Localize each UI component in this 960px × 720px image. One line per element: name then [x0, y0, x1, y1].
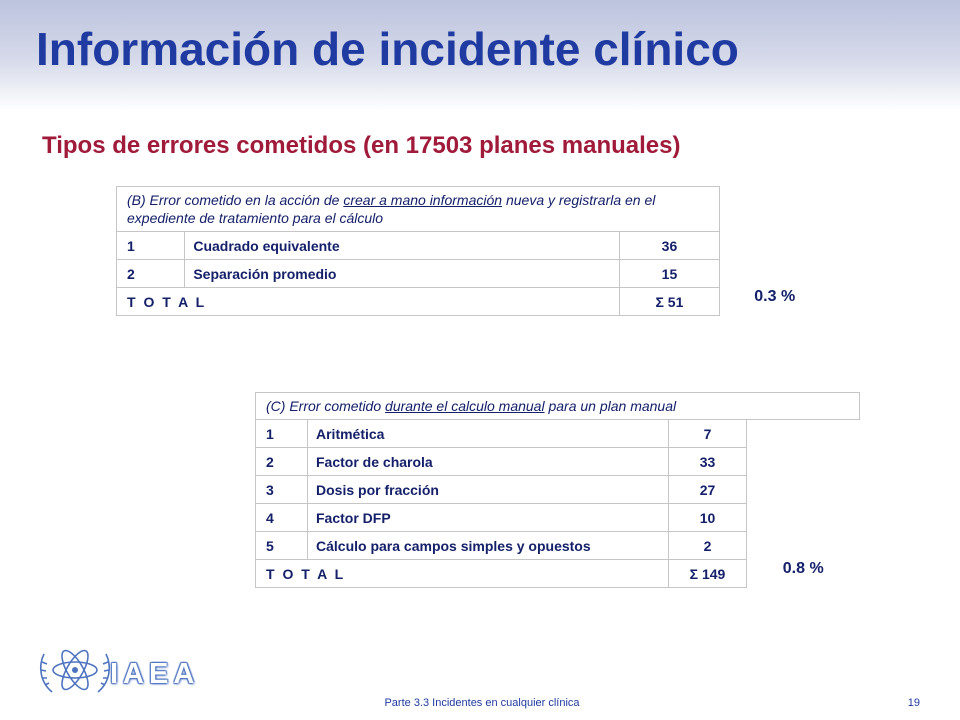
row-number: 1	[117, 232, 185, 260]
header-text: (C) Error cometido	[266, 398, 386, 414]
row-label: Cálculo para campos simples y opuestos	[308, 532, 669, 560]
row-value: 27	[669, 476, 747, 504]
row-label: Dosis por fracción	[308, 476, 669, 504]
page-number: 19	[907, 697, 920, 709]
total-label: T O T A L	[117, 288, 620, 316]
row-label: Aritmética	[308, 420, 669, 448]
header-text: nueva y registrarla en el expediente de tratamiento para el cálculo	[127, 192, 656, 226]
row-label: Factor de charola	[308, 448, 669, 476]
row-value: 2	[669, 532, 747, 560]
iaea-logo-text: IAEA	[110, 658, 200, 690]
header-text: para un plan manual	[544, 398, 677, 414]
row-number: 3	[256, 476, 308, 504]
table-error-c	[255, 392, 860, 588]
row-label: Cuadrado equivalente	[185, 232, 620, 260]
row-number: 5	[256, 532, 308, 560]
row-value: 15	[619, 260, 719, 288]
row-label: Separación promedio	[185, 260, 620, 288]
table-header-row	[256, 393, 860, 420]
row-value: 33	[669, 448, 747, 476]
table-error-b	[116, 186, 830, 316]
slide-title: Información de incidente clínico	[36, 23, 739, 75]
percent-c: 0.8 %	[782, 559, 824, 577]
table-c-header	[256, 393, 860, 420]
row-value: 7	[669, 420, 747, 448]
total-label: T O T A L	[256, 560, 669, 588]
row-number: 2	[117, 260, 185, 288]
table-b-header	[117, 187, 720, 232]
row-number: 1	[256, 420, 308, 448]
row-number: 2	[256, 448, 308, 476]
iaea-emblem-icon	[34, 640, 116, 702]
header-underlined-text: durante el calculo manual	[385, 398, 545, 414]
total-value: Σ 149	[669, 560, 747, 588]
slide-subtitle: Tipos de errores cometidos (en 17503 planes manuales)	[42, 132, 681, 159]
table-row	[256, 420, 860, 448]
row-value: 10	[669, 504, 747, 532]
header-underlined-text: crear a mano información	[343, 192, 503, 208]
header-text: (B) Error cometido en la acción de	[127, 192, 344, 208]
total-value: Σ 51	[619, 288, 719, 316]
table-header-row	[117, 187, 830, 232]
row-label: Factor DFP	[308, 504, 669, 532]
table-row	[117, 232, 830, 260]
percent-b: 0.3 %	[754, 287, 796, 305]
footer-section: Parte 3.3 Incidentes en cualquier clínica	[384, 697, 580, 709]
row-value: 36	[619, 232, 719, 260]
row-number: 4	[256, 504, 308, 532]
